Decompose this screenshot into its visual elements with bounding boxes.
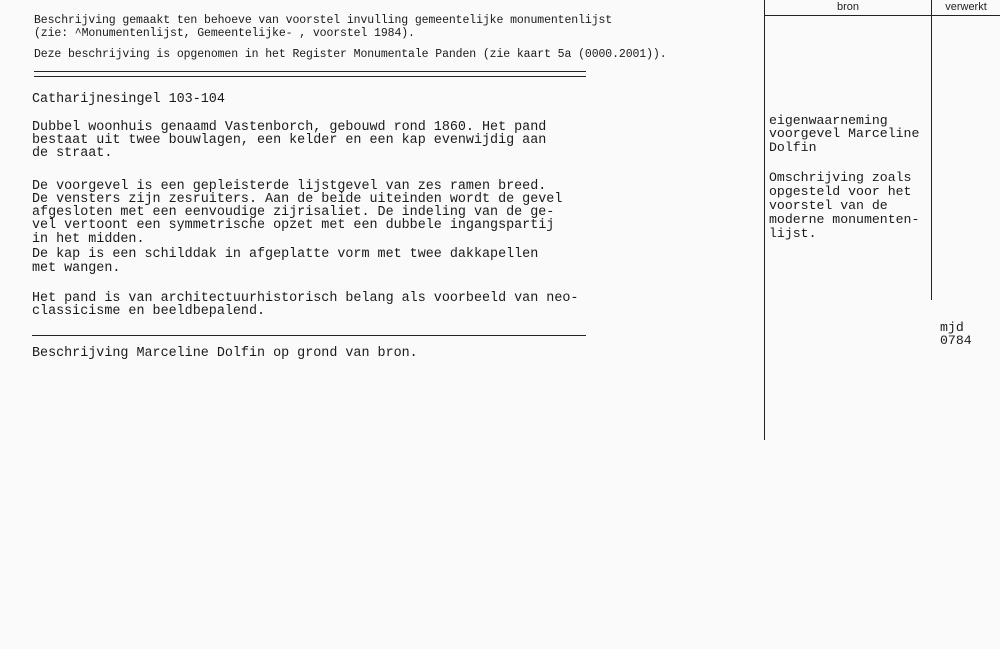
bron-line: voorstel van de (769, 198, 888, 213)
header-line-1: Beschrijving gemaakt ten behoeve van voorstel invulling gemeentelijke monumentenlijst (34, 14, 613, 27)
header-rule-bottom (34, 76, 586, 77)
bron-line: lijst. (769, 226, 817, 241)
text-line: De voorgevel is een gepleisterde lijstgevel van zes ramen breed. (32, 179, 547, 194)
text-line: in het midden. (32, 232, 145, 247)
text-line: De kap is een schilddak in afgeplatte vorm met twee dakkapellen (32, 247, 539, 262)
address-title: Catharijnesingel 103-104 (32, 92, 225, 107)
text-line: vel vertoont een symmetrische opzet met een dubbele ingangspartij (32, 218, 555, 233)
bron-line: opgesteld voor het (769, 184, 912, 199)
text-line: classicisme en beeldbepalend. (32, 304, 266, 319)
text-line: Dubbel woonhuis genaamd Vastenborch, gebouwd rond 1860. Het pand (32, 120, 547, 135)
column-header-verwerkt: verwerkt (945, 1, 987, 13)
table-left-border (764, 0, 765, 440)
text-line: met wangen. (32, 261, 121, 276)
table-column-divider (931, 0, 932, 300)
verwerkt-line: mjd (940, 320, 964, 335)
text-line: afgesloten met een eenvoudige zijrisaliet. De indeling van de ge- (32, 205, 555, 220)
bron-line: moderne monumenten- (769, 212, 920, 227)
footer-rule (32, 335, 586, 336)
text-line: De vensters zijn zesruiters. Aan de beide uiteinden wordt de gevel (32, 192, 563, 207)
header-line-2: (zie: ^Monumentenlijst, Gemeentelijke- , voorstel 1984). (34, 27, 415, 40)
verwerkt-line: 0784 (940, 333, 972, 348)
bron-line: Omschrijving zoals (769, 170, 912, 185)
table-header-rule (764, 15, 1000, 16)
text-line: de straat. (32, 146, 113, 161)
header-rule-top (34, 71, 586, 72)
text-line: bestaat uit twee bouwlagen, een kelder en een kap evenwijdig aan (32, 133, 547, 148)
bron-line: Dolfin (769, 140, 817, 155)
bron-line: eigenwaarneming (769, 113, 888, 128)
bron-line: voorgevel Marceline (769, 126, 920, 141)
text-line: Het pand is van architectuurhistorisch belang als voorbeeld van neo- (32, 291, 579, 306)
footer-note: Beschrijving Marceline Dolfin op grond van bron. (32, 346, 418, 361)
header-line-3: Deze beschrijving is opgenomen in het Register Monumentale Panden (zie kaart 5a (0000.2001)). (34, 48, 667, 61)
column-header-bron: bron (836, 1, 860, 13)
